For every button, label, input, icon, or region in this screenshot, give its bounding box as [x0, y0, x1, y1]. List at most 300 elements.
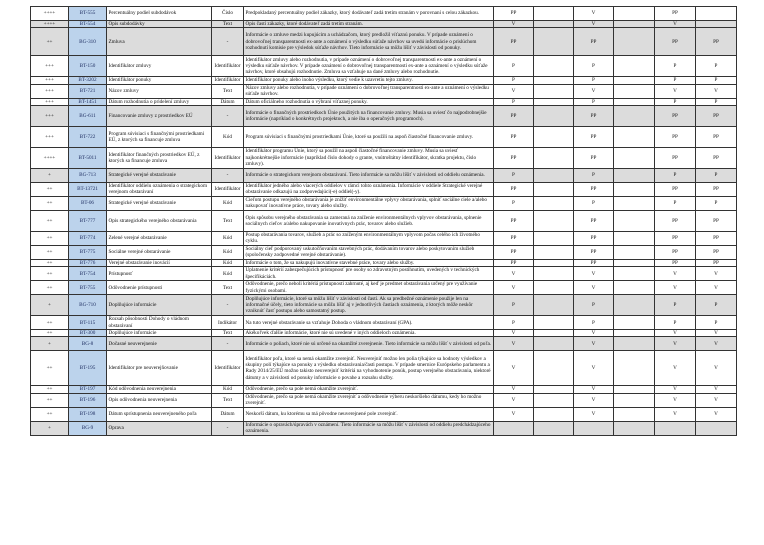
field-name: Sociálne verejné obstarávanie	[107, 245, 212, 259]
level-marker: +++	[31, 98, 69, 105]
requirement-cell: P	[494, 77, 534, 84]
requirement-cell: P	[655, 56, 696, 77]
field-description: Informácie o finančných prostriedkoch Únie použitých na financovanie zmluvy. Musia sa uviesť čo najpodrobnejšie informácie (napríklad o konkrétnych projektoch, a nie iba o operačných programoch).	[244, 105, 494, 126]
requirement-cell	[696, 421, 737, 435]
field-id: BT-5011	[69, 147, 107, 168]
field-name: Identifikátor finančných prostriedkov EÚ, z ktorých sa financuje zmluva	[107, 147, 212, 168]
table-row	[31, 393, 737, 407]
requirement-cell	[534, 295, 574, 316]
table-row	[31, 259, 737, 266]
requirement-cell: V	[494, 84, 534, 98]
requirement-cell: PP	[574, 210, 614, 231]
table-row	[31, 147, 737, 168]
requirement-cell: V	[696, 330, 737, 337]
field-name: Zelené verejné obstarávanie	[107, 231, 212, 245]
field-description: Akékoľvek ďalšie informácie, ktoré nie sú uvedené v iných oddieloch oznámenia.	[244, 330, 494, 337]
requirement-cell	[614, 281, 655, 295]
requirement-cell: V	[655, 386, 696, 393]
table-row	[31, 98, 737, 105]
requirement-cell	[614, 245, 655, 259]
level-marker: ++	[31, 245, 69, 259]
requirement-cell	[614, 84, 655, 98]
field-id: BG-9	[69, 421, 107, 435]
table-row	[31, 330, 737, 337]
table-row	[31, 77, 737, 84]
field-id: BT-198	[69, 407, 107, 421]
field-name: Kód odôvodnenia neuverejnenia	[107, 386, 212, 393]
requirement-cell: V	[655, 337, 696, 351]
requirement-cell	[655, 421, 696, 435]
level-marker: +++	[31, 105, 69, 126]
requirement-cell	[614, 421, 655, 435]
level-marker: +++	[31, 77, 69, 84]
requirement-cell: P	[655, 196, 696, 210]
requirement-cell	[614, 168, 655, 182]
data-type: -	[212, 295, 244, 316]
requirement-cell	[534, 105, 574, 126]
level-marker: ++	[31, 196, 69, 210]
requirement-cell	[534, 330, 574, 337]
field-name: Doplňujúce informácie	[107, 295, 212, 316]
requirement-cell	[534, 28, 574, 56]
data-type: Text	[212, 21, 244, 28]
requirement-cell	[534, 126, 574, 147]
data-type: Kód	[212, 126, 244, 147]
requirement-cell: PP	[696, 182, 737, 196]
requirement-cell: PP	[574, 259, 614, 266]
requirement-cell: V	[494, 21, 534, 28]
requirement-cell: V	[494, 281, 534, 295]
requirement-cell: PP	[655, 231, 696, 245]
data-type: -	[212, 105, 244, 126]
requirement-cell	[534, 84, 574, 98]
table-row	[31, 281, 737, 295]
requirement-cell	[534, 98, 574, 105]
level-marker: +	[31, 295, 69, 316]
table-row	[31, 168, 737, 182]
requirement-cell: P	[696, 316, 737, 330]
requirement-cell: P	[494, 98, 534, 105]
requirement-cell: P	[574, 77, 614, 84]
requirement-cell: V	[655, 21, 696, 28]
requirement-cell: V	[655, 351, 696, 386]
requirement-cell: PP	[494, 231, 534, 245]
requirement-cell	[534, 147, 574, 168]
requirement-cell	[614, 337, 655, 351]
field-description: Identifikátor jedného alebo viacerých oddielov v rámci tohto oznámenia. Informácie v oddiele Strategické verejné obstarávanie odkazujú na zodpovedajúci(-e) oddiel(-y).	[244, 182, 494, 196]
requirement-cell: PP	[655, 7, 696, 21]
requirement-cell: P	[696, 295, 737, 316]
field-name: Opis strategického verejného obstarávania	[107, 210, 212, 231]
requirement-cell: V	[655, 84, 696, 98]
requirement-cell: V	[696, 337, 737, 351]
data-type: Kód	[212, 245, 244, 259]
table-row	[31, 28, 737, 56]
field-id: BT-195	[69, 351, 107, 386]
field-id: BT-196	[69, 393, 107, 407]
data-type: Kód	[212, 267, 244, 281]
field-description: Sociálny cieľ podporovaný uskutočňovaním stavebných prác, dodávaním tovarov alebo poskytovaním služieb (spoločensky zodpovedné verejné obstarávanie).	[244, 245, 494, 259]
field-name: Program súvisiaci s finančnými prostriedkami EÚ, z ktorých sa financuje zmluva	[107, 126, 212, 147]
requirement-cell: PP	[696, 210, 737, 231]
requirement-cell: V	[696, 351, 737, 386]
data-type: Identifikátor	[212, 77, 244, 84]
requirement-cell: PP	[574, 147, 614, 168]
requirement-cell: V	[574, 21, 614, 28]
table-row	[31, 21, 737, 28]
field-id: BT-722	[69, 126, 107, 147]
requirement-cell: PP	[494, 28, 534, 56]
requirement-cell: V	[494, 386, 534, 393]
field-description: Na tuto verejné obstarávanie sa vzťahuje Dohoda o vládnom obstarávaní (GPA).	[244, 316, 494, 330]
requirement-cell: V	[574, 281, 614, 295]
table-body	[31, 7, 737, 436]
requirement-cell	[696, 21, 737, 28]
level-marker: ++	[31, 351, 69, 386]
field-description: Dátum oficiálneho rozhodnutia o výbraní víťaznej ponuky.	[244, 98, 494, 105]
level-marker: ++	[31, 28, 69, 56]
table-row	[31, 210, 737, 231]
requirement-cell	[614, 105, 655, 126]
field-description: Program súvisiaci s finančnými prostriedkami Únie, ktoré sa použili na aspoň čiastočné financovanie zmluvy.	[244, 126, 494, 147]
data-type: Identifikátor	[212, 351, 244, 386]
requirement-cell	[534, 56, 574, 77]
requirement-cell	[534, 231, 574, 245]
field-id: BT-300	[69, 330, 107, 337]
requirement-cell: V	[696, 407, 737, 421]
requirement-cell: P	[655, 295, 696, 316]
level-marker: ++	[31, 316, 69, 330]
requirement-cell	[534, 259, 574, 266]
field-id: BT-115	[69, 316, 107, 330]
requirement-cell: PP	[696, 126, 737, 147]
requirement-cell: PP	[494, 147, 534, 168]
table-row	[31, 351, 737, 386]
requirement-cell: V	[655, 407, 696, 421]
field-name: Dátum sprístupnenia neuverejneného poľa	[107, 407, 212, 421]
field-description: Identifikátor poľa, ktoré sa nemá okamžite zverejniť. Neuverejniť možno len polia týkajúce sa hodnoty výsledkov a skupiny polí týkajúce sa ponuky a výsledku obstarávania/časti postupu. V prípade smernice Európskeho parlamentu a Rady 2014/25/EÚ možno takisto neuverejniť kritériá na vyhodnotenie ponúk, postup verejného obstarávania, niektoré dátumy a v závislosti od ponuky informácie o povahe a rozsahu služby.	[244, 351, 494, 386]
requirement-cell: PP	[574, 182, 614, 196]
requirement-cell: PP	[574, 105, 614, 126]
requirement-cell	[534, 245, 574, 259]
field-id: BG-611	[69, 105, 107, 126]
requirement-cell	[614, 231, 655, 245]
requirement-cell: P	[574, 196, 614, 210]
table-row	[31, 126, 737, 147]
requirement-cell: P	[655, 98, 696, 105]
requirement-cell: P	[494, 295, 534, 316]
data-type: -	[212, 337, 244, 351]
requirement-cell: P	[655, 77, 696, 84]
field-description: Informácie o opravách/úpravách v oznámení. Tieto informácie sa môžu líšiť v závislosti od oddielu predchádzajúceho oznámenia.	[244, 421, 494, 435]
field-name: Strategické verejné obstarávanie	[107, 168, 212, 182]
data-type: Text	[212, 210, 244, 231]
requirement-cell	[614, 77, 655, 84]
requirement-cell: P	[574, 316, 614, 330]
field-id: BT-555	[69, 7, 107, 21]
data-type: Číslo	[212, 7, 244, 21]
requirement-cell	[614, 196, 655, 210]
field-name: Opis odôvodnenia neuverejnenia	[107, 393, 212, 407]
level-marker: +++	[31, 126, 69, 147]
requirement-cell: V	[655, 330, 696, 337]
requirement-cell	[534, 267, 574, 281]
requirement-cell	[614, 316, 655, 330]
field-description: Informácie o zmluve medzi kupujúcim a uchádzačom, ktorý predložil víťaznú ponuku. V prípade oznámení o dobrovoľnej transparentnosti ex-ante a oznámení o výsledku súťaže návrhov sa uvedú informácie o prislúchom rozhodnutí komisie pre výsledok súťaže návrhov. Tieto informácie sa môžu líšiť v závislosti od ponuky.	[244, 28, 494, 56]
field-name: Strategické verejné obstarávanie	[107, 196, 212, 210]
level-marker: ++	[31, 231, 69, 245]
field-name: Dočasné neuverejnenie	[107, 337, 212, 351]
requirement-cell	[614, 351, 655, 386]
level-marker: ++	[31, 267, 69, 281]
field-id: BT-775	[69, 245, 107, 259]
requirement-cell: V	[494, 267, 534, 281]
level-marker: +	[31, 421, 69, 435]
table-row	[31, 386, 737, 393]
requirement-cell: P	[696, 56, 737, 77]
data-type: Text	[212, 330, 244, 337]
requirement-cell: V	[655, 267, 696, 281]
field-id: BT-721	[69, 84, 107, 98]
requirement-cell: PP	[655, 105, 696, 126]
requirement-cell: PP	[494, 126, 534, 147]
requirement-cell: V	[696, 281, 737, 295]
requirement-cell	[534, 196, 574, 210]
data-type: Kód	[212, 386, 244, 393]
field-id: BT-776	[69, 259, 107, 266]
requirement-cell	[614, 407, 655, 421]
field-id: BG-713	[69, 168, 107, 182]
requirement-cell	[614, 98, 655, 105]
field-description: Odôvodnenie, prečo sa pole nemá okamžite zverejniť.	[244, 386, 494, 393]
level-marker: +++	[31, 56, 69, 77]
requirement-cell: PP	[655, 147, 696, 168]
requirement-cell: V	[574, 393, 614, 407]
requirement-cell: V	[574, 7, 614, 21]
requirement-cell: P	[494, 168, 534, 182]
requirement-cell: V	[574, 407, 614, 421]
requirement-cell: V	[574, 84, 614, 98]
requirement-cell	[534, 77, 574, 84]
field-id: BT-774	[69, 231, 107, 245]
requirement-cell: P	[574, 56, 614, 77]
requirement-cell: PP	[696, 231, 737, 245]
data-type: Text	[212, 393, 244, 407]
requirement-cell	[614, 21, 655, 28]
field-name: Názov zmluvy	[107, 84, 212, 98]
field-id: BT-554	[69, 21, 107, 28]
requirement-cell: V	[655, 281, 696, 295]
requirement-cell: PP	[696, 147, 737, 168]
requirement-cell: P	[494, 56, 534, 77]
requirement-cell: PP	[655, 126, 696, 147]
requirement-cell: P	[655, 316, 696, 330]
requirement-cell: PP	[655, 245, 696, 259]
field-name: Identifikátor oddielu oznámenia o strategickom verejnom obstarávaní	[107, 182, 212, 196]
requirement-cell: V	[696, 84, 737, 98]
level-marker: ++	[31, 281, 69, 295]
requirement-cell	[534, 21, 574, 28]
field-name: Percentuálny podiel subdodávok	[107, 7, 212, 21]
requirement-cell	[614, 56, 655, 77]
table-row	[31, 105, 737, 126]
requirement-cell	[614, 259, 655, 266]
field-description: Informácie o poliach, ktoré nie sú určené na okamžité zverejnenie. Tieto informácie sa môžu líšiť v závislosti od poľa.	[244, 337, 494, 351]
level-marker: ++	[31, 407, 69, 421]
table-row	[31, 7, 737, 21]
field-name: Identifikátor zmluvy	[107, 56, 212, 77]
requirement-cell: PP	[696, 259, 737, 266]
requirement-cell	[614, 267, 655, 281]
requirement-cell: V	[494, 407, 534, 421]
level-marker: ++++	[31, 7, 69, 21]
field-id: BG-310	[69, 28, 107, 56]
requirement-cell: V	[696, 386, 737, 393]
field-description: Neskorší dátum, ku ktorému sa má pôvodne neuverejnené pole zverejniť.	[244, 407, 494, 421]
field-name: Verejné obstarávanie inovácií	[107, 259, 212, 266]
table-row	[31, 421, 737, 435]
requirement-cell: PP	[574, 245, 614, 259]
data-type: Dátum	[212, 407, 244, 421]
requirement-cell: V	[574, 386, 614, 393]
field-name: Dátum rozhodnutia o pridelení zmluvy	[107, 98, 212, 105]
requirement-cell: PP	[655, 210, 696, 231]
requirement-cell: P	[574, 295, 614, 316]
requirement-cell: PP	[494, 259, 534, 266]
level-marker: ++	[31, 386, 69, 393]
field-name: Identifikátor pre neuverejňovanie	[107, 351, 212, 386]
field-name: Zmluva	[107, 28, 212, 56]
data-type: Identifikátor	[212, 56, 244, 77]
data-type: Dátum	[212, 98, 244, 105]
requirement-cell	[534, 316, 574, 330]
table-row	[31, 196, 737, 210]
field-description: Názov zmluvy alebo rozhodnutia, v prípade oznámení o dobrovoľnej transparentnosti ex-ante a oznámení o výsledku súťaže návrhov.	[244, 84, 494, 98]
field-description: Odôvodnenie, prečo sa pole nemá okamžite zverejniť a odôvodnenie výberu neskoršieho dátumu, kedy ho možno zverejniť.	[244, 393, 494, 407]
field-name: Rozsah pôsobnosti Dohody o vládnom obstarávaní	[107, 316, 212, 330]
requirement-cell: PP	[574, 231, 614, 245]
data-type: -	[212, 168, 244, 182]
data-type: Text	[212, 281, 244, 295]
field-description: Informácie o strategickom verejnom obstarávaní. Tieto informácie sa môžu líšiť v závislosti od oddielu oznámenia.	[244, 168, 494, 182]
field-name: Financovanie zmluvy z prostriedkov EÚ	[107, 105, 212, 126]
requirement-cell: PP	[655, 259, 696, 266]
requirement-cell	[614, 147, 655, 168]
level-marker: ++	[31, 210, 69, 231]
data-type: Identifikátor	[212, 147, 244, 168]
field-description: Odôvodnenie, prečo neboli kritériá prístupnosti zahrnuté, aj keď je predmet obstarávania určený pre využívanie fyzickými osobami.	[244, 281, 494, 295]
field-description: Opis častí zákazky, ktoré dodávateľ zadá tretím stranám.	[244, 21, 494, 28]
data-type: Kód	[212, 259, 244, 266]
table-row	[31, 245, 737, 259]
field-description: Predpokladaný percentuálny podiel zákazky, ktorý dodávateľ zadá tretím stranám v porovnaní s celou zákazkou.	[244, 7, 494, 21]
requirement-cell: PP	[494, 105, 534, 126]
field-id: BT-06	[69, 196, 107, 210]
requirement-cell: PP	[574, 28, 614, 56]
field-id: BT-755	[69, 281, 107, 295]
requirement-cell	[614, 295, 655, 316]
data-type: Kód	[212, 231, 244, 245]
requirement-cell: V	[574, 351, 614, 386]
requirement-cell	[534, 393, 574, 407]
data-type: Indikátor	[212, 316, 244, 330]
field-description: Cieľom postupu verejného obstarávania je znížiť environmentálne vplyvy obstarávania, splniť sociálne ciele a/alebo nakupovať inovatívne práce, tovary alebo služby.	[244, 196, 494, 210]
field-description: Identifikátor programu Únie, ktorý sa použil na aspoň čiastočné financovanie zmluvy. Musia sa uviesť najkonkrétnejšie informácie (napríklad číslo dohody o grante, vnútroštátny identifikátor, skratka projektu, číslo zmluvy).	[244, 147, 494, 168]
requirement-cell	[614, 330, 655, 337]
table-row	[31, 182, 737, 196]
requirement-cell	[614, 210, 655, 231]
requirement-cell: PP	[655, 182, 696, 196]
field-description: Opis spôsobu verejného obstarávania sa zameraná na zníženie environmentálnych vplyvov obstarávania, splnenie sociálnych cieľov a/alebo nakupovanie inovatívnych prác, tovarov alebo služieb.	[244, 210, 494, 231]
table-row	[31, 337, 737, 351]
requirement-cell	[534, 168, 574, 182]
field-id: BG-710	[69, 295, 107, 316]
field-description: Identifikátor ponuky alebo inoho výsledku, ktorý vedie k uzavretiu tejto zmluvy.	[244, 77, 494, 84]
requirement-cell: PP	[494, 182, 534, 196]
requirement-cell	[614, 7, 655, 21]
table-row	[31, 231, 737, 245]
requirement-cell	[534, 182, 574, 196]
requirement-cell	[614, 393, 655, 407]
level-marker: +	[31, 168, 69, 182]
requirement-cell: P	[696, 196, 737, 210]
level-marker: ++	[31, 259, 69, 266]
level-marker: ++	[31, 330, 69, 337]
table-row	[31, 56, 737, 77]
requirement-cell: P	[696, 77, 737, 84]
requirement-cell	[534, 351, 574, 386]
requirement-cell	[574, 421, 614, 435]
requirement-cell: PP	[696, 28, 737, 56]
requirement-cell: P	[696, 98, 737, 105]
requirement-cell: V	[494, 351, 534, 386]
field-id: BT-197	[69, 386, 107, 393]
table-row	[31, 267, 737, 281]
requirement-cell	[534, 407, 574, 421]
table-row	[31, 295, 737, 316]
data-type: Text	[212, 84, 244, 98]
requirement-cell	[614, 126, 655, 147]
field-id: BT-3202	[69, 77, 107, 84]
requirement-cell	[614, 386, 655, 393]
requirement-cell: V	[696, 393, 737, 407]
field-description: Uplatnenie kritérií zabezpečujúcich prístupnosť pre osoby so zdravotným postihnutím, uvedených v technických špecifikáciách.	[244, 267, 494, 281]
field-id: BT-1451	[69, 98, 107, 105]
data-type: Kód	[212, 196, 244, 210]
data-type: -	[212, 421, 244, 435]
eforms-field-table-page	[30, 6, 736, 436]
requirement-cell: PP	[574, 126, 614, 147]
requirement-cell: P	[696, 168, 737, 182]
requirement-cell: PP	[655, 28, 696, 56]
data-type: -	[212, 28, 244, 56]
requirement-cell: PP	[494, 210, 534, 231]
requirement-cell: P	[494, 316, 534, 330]
field-name: Doplňujúce informácie	[107, 330, 212, 337]
requirement-cell: V	[655, 393, 696, 407]
level-marker: +++	[31, 84, 69, 98]
field-name: Prístupnosť	[107, 267, 212, 281]
requirement-cell: V	[574, 267, 614, 281]
requirement-cell: PP	[494, 245, 534, 259]
field-id: BT-777	[69, 210, 107, 231]
field-name: Opis subdodávky	[107, 21, 212, 28]
requirement-cell	[534, 281, 574, 295]
requirement-cell: P	[574, 168, 614, 182]
requirement-cell: V	[494, 393, 534, 407]
requirement-cell: P	[574, 98, 614, 105]
data-type: Identifikátor	[212, 182, 244, 196]
